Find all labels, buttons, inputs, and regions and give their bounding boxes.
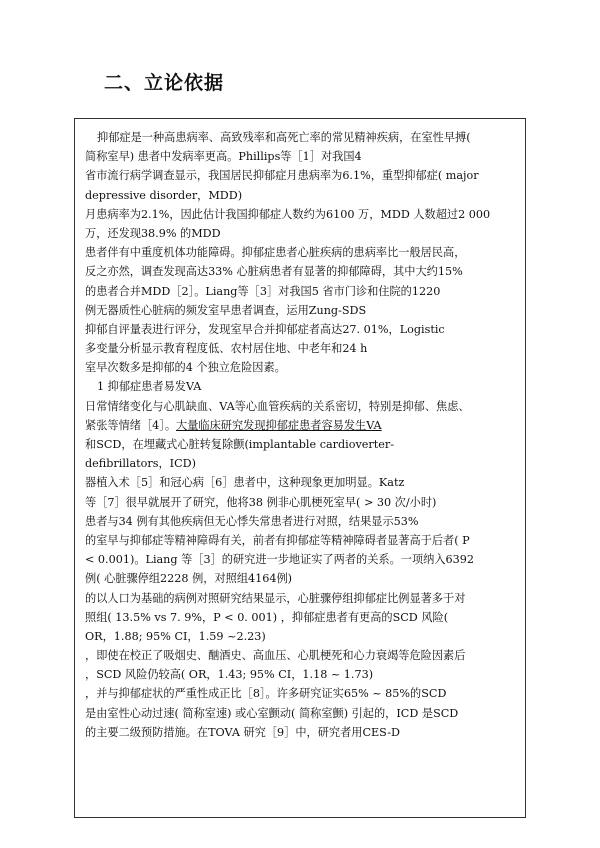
text-line: [85, 320, 519, 339]
text-line-content: 器植入术［5］和冠心病［6］患者中，这种现象更加明显。Katz: [85, 476, 405, 490]
text-line: [85, 589, 519, 608]
text-line: [85, 550, 519, 569]
text-line: [85, 608, 519, 627]
text-line-content: 省市流行病学调查显示，我国居民抑郁症月患病率为6.1%，重型抑郁症( major: [85, 169, 479, 183]
text-line-content: 简称室早) 患者中发病率更高。Phillips等［1］对我国4: [85, 150, 362, 164]
text-line-content: 多变量分析显示教育程度低、农村居住地、中老年和24 h: [85, 342, 368, 356]
text-line-content: 例( 心脏骤停组2228 例，对照组4164例): [85, 572, 293, 586]
text-line: [85, 397, 519, 416]
text-line-content: 抑郁症是一种高患病率、高致残率和高死亡率的常见精神疾病，在室性早搏(: [97, 131, 471, 144]
text-line: [85, 512, 519, 531]
text-line: [85, 262, 519, 281]
text-line: [85, 416, 519, 435]
underlined-text: 大量临床研究发现抑郁症患者容易发生VA: [176, 418, 382, 432]
text-line-content: OR，1.88; 95% CI，1.59 ~2.23): [85, 629, 266, 643]
section-heading: 二、立论依据: [104, 72, 225, 94]
text-line-content: 是由室性心动过速( 简称室速) 或心室颤动( 简称室颤) 引起的，ICD 是SCD: [85, 706, 459, 720]
text-line-content: 反之亦然，调查发现高达33% 心脏病患者有显著的抑郁障碍，其中大约15%: [85, 265, 463, 279]
text-line: [85, 646, 519, 665]
text-line: [85, 531, 519, 550]
text-line-content: 的主要二级预防措施。在TOVA 研究［9］中，研究者用CES-D: [85, 725, 400, 739]
content-box: [74, 118, 526, 818]
text-line-content: defibrillators，ICD): [85, 457, 196, 471]
text-line: [85, 569, 519, 588]
text-line: [85, 723, 519, 742]
text-line-content: depressive disorder，MDD): [85, 188, 243, 202]
text-line: [85, 186, 519, 205]
text-line: [85, 282, 519, 301]
text-line-content: ，并与抑郁症状的严重性成正比［8］。许多研究证实65% ~ 85%的SCD: [85, 687, 447, 701]
text-line-content: 紧张等情绪［4］。: [85, 418, 177, 432]
text-line: [85, 301, 519, 320]
text-line: [85, 627, 519, 646]
text-line: [85, 665, 519, 684]
text-line: [85, 205, 519, 224]
body-text: [85, 128, 519, 742]
text-line-content: 例无器质性心脏病的频发室早患者调查，运用Zung-SDS: [85, 303, 367, 317]
text-line-content: 等［7］很早就展开了研究，他将38 例非心肌梗死室早( > 30 次/小时): [85, 495, 437, 509]
text-line: [85, 339, 519, 358]
text-line-content: 月患病率为2.1%，因此估计我国抑郁症人数约为6100 万，MDD 人数超过2 000: [85, 207, 491, 221]
text-line-content: ，即使在校正了吸烟史、酗酒史、高血压、心肌梗死和心力衰竭等危险因素后: [85, 649, 466, 663]
text-line-content: 日常情绪变化与心肌缺血、VA等心血管疾病的关系密切，特别是抑郁、焦虑、: [85, 399, 470, 413]
text-line: [85, 243, 519, 262]
text-line-content: < 0.001)。Liang 等［3］的研究进一步地证实了两者的关系。一项纳入6392: [85, 553, 475, 567]
text-line-content: 的以人口为基础的病例对照研究结果显示，心脏骤停组抑郁症比例显著多于对: [85, 591, 466, 605]
text-line: [85, 684, 519, 703]
text-line: [85, 435, 519, 454]
text-line-content: 患者与34 例有其他疾病但无心悸失常患者进行对照，结果显示53%: [85, 514, 419, 528]
text-line: [85, 166, 519, 185]
text-line: [85, 473, 519, 492]
text-line-content: 抑郁自评量表进行评分，发现室早合并抑郁症者高达27. 01%，Logistic: [85, 322, 445, 336]
text-line-content: 的患者合并MDD［2］。Liang等［3］对我国5 省市门诊和住院的1220: [85, 284, 441, 298]
text-line: [85, 128, 519, 147]
text-line: [85, 358, 519, 377]
text-line: [85, 493, 519, 512]
text-line: [85, 147, 519, 166]
text-line: [85, 224, 519, 243]
text-line-content: 和SCD，在埋藏式心脏转复除颤(implantable cardioverter-: [85, 438, 394, 451]
text-line-content: 1 抑郁症患者易发VA: [97, 380, 202, 394]
text-line-content: 的室早与抑郁症等精神障碍有关，前者有抑郁症等精神障碍者显著高于后者( P: [85, 533, 470, 547]
text-line-content: 照组( 13.5% vs 7. 9%，P < 0. 001) ，抑郁症患者有更高的SCD 风险(: [85, 610, 449, 624]
text-line-content: 室早次数多是抑郁的4 个独立危险因素。: [85, 361, 286, 375]
text-line-content: 患者伴有中重度机体功能障碍。抑郁症患者心脏疾病的患病率比一般居民高，: [85, 246, 466, 260]
text-line-content: ，SCD 风险仍较高( OR，1.43; 95% CI，1.18 ~ 1.73): [85, 668, 374, 682]
text-line: [85, 377, 519, 396]
text-line: [85, 454, 519, 473]
text-line-content: 万，还发现38.9% 的MDD: [85, 226, 221, 240]
text-line: [85, 704, 519, 723]
